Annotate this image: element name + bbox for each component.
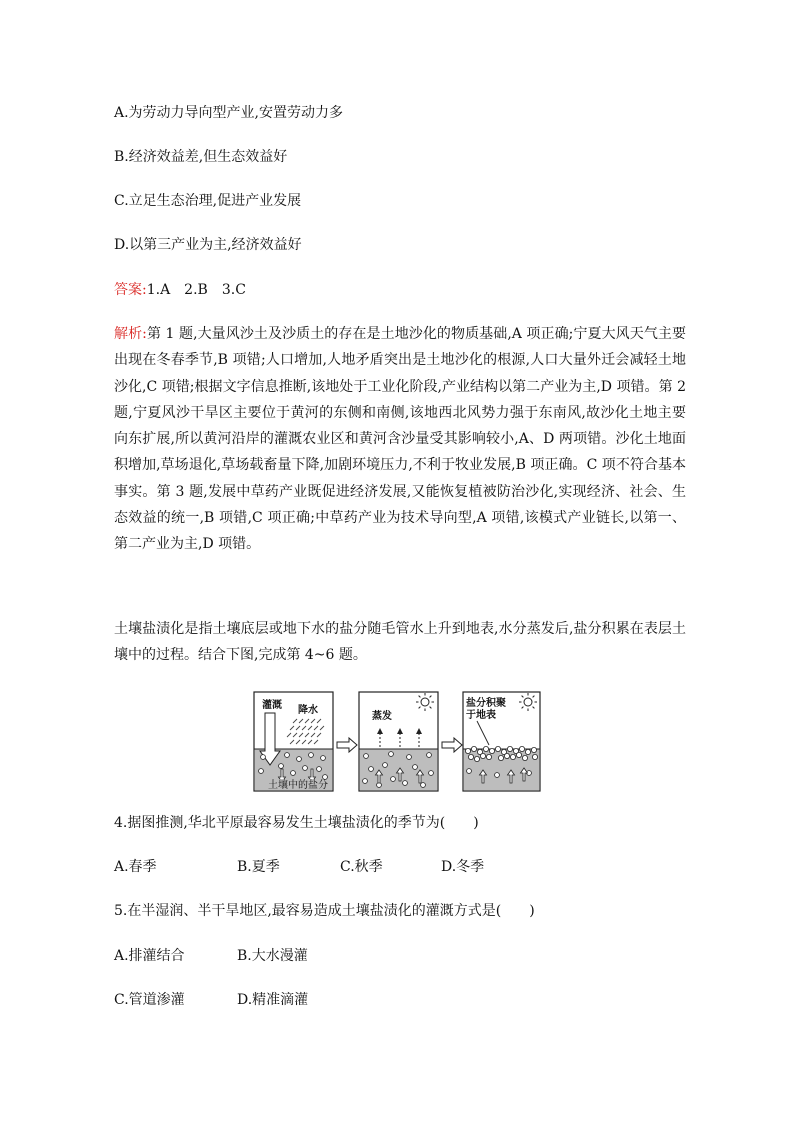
q4-options — [114, 857, 484, 877]
q5-options-row1 — [114, 946, 308, 966]
q4-option-a: A.春季 — [114, 859, 157, 875]
panel-1-caption: 土壤中的盐分 — [268, 780, 328, 791]
q5-options-row2 — [114, 990, 308, 1010]
q3-option-a: A.为劳动力导向型产业,安置劳动力多 — [114, 105, 344, 121]
q4-stem: 4.据图推测,华北平原最容易发生土壤盐渍化的季节为( ) — [114, 815, 479, 831]
q3-option-b: B.经济效益差,但生态效益好 — [114, 149, 288, 165]
q4-option-c: C.秋季 — [340, 859, 383, 875]
answer-label: 答案: — [114, 282, 147, 298]
soil-salinization-figure — [253, 689, 541, 793]
q5-option-b: B.大水漫灌 — [237, 948, 308, 964]
analysis-paragraph — [114, 321, 686, 558]
q4-option-b: B.夏季 — [237, 859, 280, 875]
q4-option-d: D.冬季 — [441, 859, 485, 875]
analysis-label: 解析: — [114, 326, 147, 342]
q3-option-d: D.以第三产业为主,经济效益好 — [114, 237, 302, 253]
panel-2-evaporation-label: 蒸发 — [372, 711, 392, 722]
panel-1-rain-label: 降水 — [298, 705, 318, 716]
panel-1-irrigation-label: 灌溉 — [262, 700, 282, 711]
q5-stem: 5.在半湿润、半干旱地区,最容易造成土壤盐渍化的灌溉方式是( ) — [114, 903, 535, 919]
right-arrow-icon — [337, 738, 357, 752]
answer-line — [114, 280, 246, 300]
q5-option-d: D.精准滴灌 — [237, 992, 309, 1008]
q3-option-c: C.立足生态治理,促进产业发展 — [114, 193, 302, 209]
analysis-text: 第 1 题,大量风沙土及沙质土的存在是土地沙化的物质基础,A 项正确;宁夏大风天气主要出现在冬春季节,B 项错;人口增加,人地矛盾突出是土地沙化的根源,人口大量外迁会减轻土地沙化,C 项错;根据文字信息推断,该地处于工业化阶段,产业结构以第二产业为主,D 项错。第 2 题,宁夏风沙干旱区主要位于黄河的东侧和南侧,该地西北风势力强于东南风,故沙化土地主要向东扩展,所以黄河沿岸的灌溉农业区和黄河含沙量受其影响较小,A、D 两项错。沙化土地面积增加,草场退化,草场载畜量下降,加剧环境压力,不利于牧业发展,B 项正确。C 项不符合基本事实。第 3 题,发展中草药产业既促进经济发展,又能恢复植被防治沙化,实现经济、社会、生态效益的统一,B 项错,C 项正确;中草药产业为技术导向型,A 项错,该模式产业链长,以第一、第二产业为主,D 项错。 — [114, 326, 686, 553]
q5-option-c: C.管道渗灌 — [114, 992, 185, 1008]
panel-3-label-line1: 盐分积聚 — [466, 698, 506, 709]
right-arrow-icon-2 — [442, 738, 462, 752]
intro-paragraph: 土壤盐渍化是指土壤底层或地下水的盐分随毛管水上升到地表,水分蒸发后,盐分积累在表层土壤中的过程。结合下图,完成第 4~6 题。 — [114, 621, 686, 664]
q5-option-a: A.排灌结合 — [114, 948, 185, 964]
answer-value: 1.A 2.B 3.C — [146, 282, 246, 298]
panel-3-label-line2: 于地表 — [466, 710, 496, 721]
